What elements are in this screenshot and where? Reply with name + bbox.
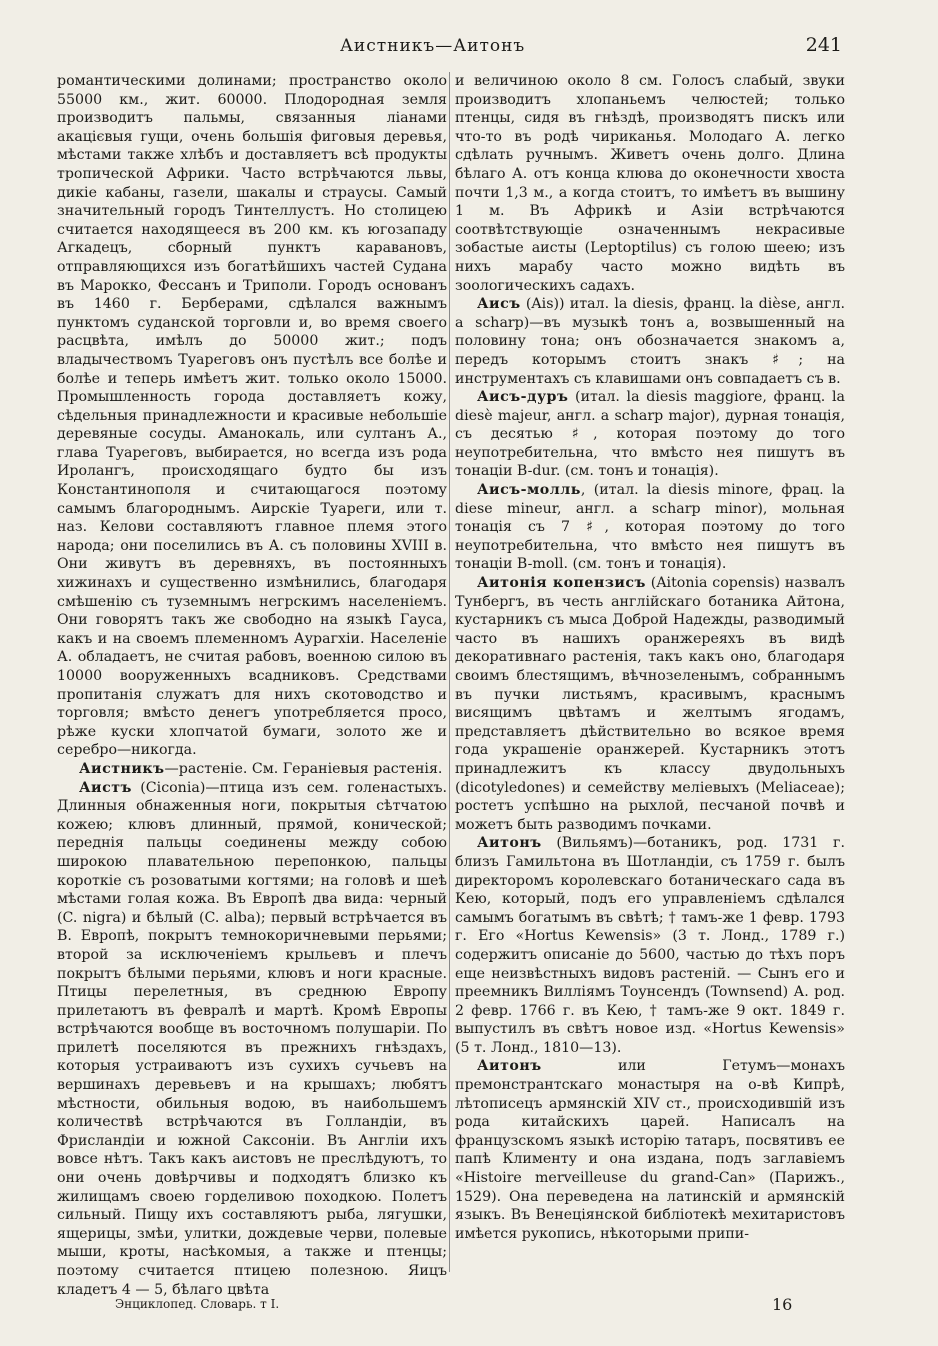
entry-ais-moll	[455, 481, 845, 574]
page-footer	[0, 1295, 938, 1319]
entry-aiton-william	[455, 834, 845, 1057]
headword: Аисъ	[477, 296, 521, 313]
headword: Аистникъ	[79, 760, 165, 777]
entry-text: , (итал. la diesis minore, фрац. la diese mineur, англ. a scharp minor), мольная тонація съ 7 ♯, которая поэтому до того неупотребительна, что вмѣсто нея пишутъ въ тонаціи B-moll. (см. тонъ и тонація).	[455, 482, 845, 573]
headword: Аистъ	[79, 779, 132, 796]
entry-text: —растеніе. См. Гераніевыя растенія.	[164, 760, 443, 777]
column-divider	[449, 72, 450, 1272]
paragraph-aist-continued: и величиною около 8 см. Голосъ слабый, звуки производитъ хлопаньемъ челюстей; только птенцы, сидя въ гнѣздѣ, производятъ пискъ или что-то въ родѣ чириканья. Молодаго А. легко сдѣлать ручнымъ. Живетъ очень долго. Длина бѣлаго А. отъ конца клюва до оконечности хвоста почти 1,3 м., а когда стоитъ, то имѣетъ въ вышину 1 м. Въ Африкѣ и Азіи встрѣчаются соотвѣтствующіе означеннымъ некрасивые зобастые аисты (Leptoptilus) съ голою шеею; изъ нихъ марабу часто можно видѣть въ зоологическихъ садахъ.	[455, 73, 845, 294]
paragraph-air-continued: романтическими долинами; пространство около 55000 км., жит. 60000. Плодородная земля производитъ пальмы, связанныя ліанами акацієвыя гущи, очень большія фиговыя деревья, мѣстами также хлѣбъ и доставляетъ всѣ продукты тропической Африки. Часто встрѣчаются львы, дикіе кабаны, газели, шакалы и страусы. Самый значительный городъ Тинтеллустъ. Но столицею считается находящееся въ 200 км. къ югозападу Агкадецъ, сборный пунктъ каравановъ, отправляющихся изъ богатѣйшихъ частей Судана въ Марокко, Фессанъ и Триполи. Городъ основанъ въ 1460 г. Берберами, сдѣлался важнымъ пунктомъ суданской торговли и, во время своего расцвѣта, имѣлъ до 50000 жит.; подъ владычествомъ Туареговъ онъ пустѣлъ все болѣе и болѣе и теперь имѣетъ жит. только около 15000. Промышленность города доставляетъ кожу, сѣдельныя принадлежности и красивые небольшіе деревяные сосуды. Аманокаль, или султанъ А., глава Туареговъ, выбирается, но всегда изъ рода Иролангъ, происходящаго будто бы изъ Константинополя и считающагося поэтому самымъ благороднымъ. Аирскіе Туареги, или т. наз. Келови составляютъ главное племя этого народа; они поселились въ А. съ половины XVIII в. Они живутъ въ деревняхъ, въ постоянныхъ хижинахъ и существенно измѣнились, благодаря смѣшенію съ туземнымъ негрскимъ населеніемъ. Они говорятъ такъ же свободно на языкѣ Гауса, какъ и на своемъ племенномъ Аурагхіи. Населеніе А. обладаетъ, не считая рабовъ, военною силою въ 10000 вооруженныхъ всадниковъ. Средствами пропитанія служатъ для нихъ скотоводство и торговля; вмѣсто денегъ употребляется просо, рѣже куски хлопчатой бумаги, золото же и серебро—никогда.	[57, 73, 447, 759]
running-head: Аистникъ—Аитонъ	[340, 36, 526, 56]
headword: Аитонъ	[477, 1058, 542, 1075]
entry-aistnik	[57, 760, 447, 779]
page-header	[0, 30, 938, 60]
headword: Аитонъ	[477, 835, 542, 852]
headword: Аитонія копензисъ	[477, 575, 646, 592]
headword: Аисъ-молль	[477, 482, 581, 499]
printer-signature: Энциклопед. Словарь. т I.	[115, 1297, 280, 1311]
entry-text: или Гетумъ—монахъ премонстрантскаго монастыря на о-вѣ Кипрѣ, лѣтописецъ армянскій XIV ст., происходившій изъ рода китайскихъ царей. Написалъ на французскомъ языкѣ исторію татаръ, посвятивъ ее папѣ Клименту и она издана, подъ заглавіемъ «Histoire merveilleuse du grand-Can» (Парижъ., 1529). Она переведена на латинскій и армянскій языкъ. Въ Венеціянской библіотекѣ мехитаристовъ имѣется рукопись, нѣкоторыми припи-	[455, 1058, 845, 1242]
entry-text: (Ciconia)—птица изъ сем. голенастыхъ. Длинныя обнаженныя ноги, покрытыя сѣтчатою кожею; клювъ длинный, прямой, конической; переднія пальцы соединены между собою широкою плавательною перепонкою, пальцы короткіе съ розоватыми когтями; на головѣ и шеѣ мѣстами голая кожа. Въ Европѣ два вида: черный (C. nigra) и бѣлый (C. alba); первый встрѣчается въ В. Европѣ, покрытъ темнокоричневыми перьями; второй за исключеніемъ крыльевъ и плечъ покрытъ бѣлыми перьями, клювъ и ноги красные. Птицы перелетныя, въ среднюю Европу прилетаютъ въ февралѣ и мартѣ. Кромѣ Европы встрѣчаются вообще въ восточномъ полушаріи. По прилетѣ поселяются въ прежнихъ гнѣздахъ, которыя устраиваютъ изъ сухихъ сучьевъ на вершинахъ деревьевъ и на крышахъ; любятъ мѣстности, обильныя водою, въ наибольшемъ количествѣ встрѣчаются въ Голландіи, въ Фрисландіи и южной Саксоніи. Въ Англіи ихъ вовсе нѣтъ. Такъ какъ аистовъ не преслѣдуютъ, то они очень довѣрчивы и подходятъ близко къ жилищамъ своею горделивою походкою. Полетъ сильный. Пищу ихъ составляютъ рыба, лягушки, ящерицы, змѣи, улитки, дождевые черви, полевые мыши, кроты, насѣкомыя, а также и птенцы; поэтому считается птицею полезною. Яицъ кладетъ 4 — 5, бѣлаго цвѣта	[57, 779, 447, 1298]
entry-ais-dur	[455, 388, 845, 481]
entry-aiton-getum	[455, 1057, 845, 1243]
left-column	[57, 72, 447, 1299]
entry-text: (итал. la diesis maggiore, франц. la diesè majeur, англ. a scharp major), дурная тонація, съ десятью ♯, которая поэтому до того неупотребительна, что вмѣсто нея пишутъ въ тонаціи B-dur. (см. тонъ и тонація).	[455, 389, 845, 480]
entry-ais	[455, 295, 845, 388]
entry-aist	[57, 779, 447, 1300]
sheet-number: 16	[772, 1295, 793, 1314]
page-number: 241	[805, 34, 842, 56]
entry-aitonia	[455, 574, 845, 834]
entry-text: (Aitonia copensis) назвалъ Тунбергъ, въ честь англійскаго ботаника Айтона, кустарникъ съ мыса Доброй Надежды, разводимый часто въ нашихъ оранжереяхъ въ видѣ декоративнаго растенія, такъ какъ оно, благодаря своимъ блестящимъ, вѣчнозеленымъ, собраннымъ въ пучки листьямъ, красивымъ, краснымъ висящимъ цвѣтамъ и желтымъ ягодамъ, представляетъ дѣйствительно во всякое время года украшеніе оранжерей. Кустарникъ этотъ принадлежитъ къ классу двудольныхъ (dicotyledones) и семейству меліевыхъ (Meliaceae); ростетъ успѣшно на рыхлой, песчаной почвѣ и можетъ быть разводимъ почками.	[455, 575, 845, 833]
entry-text: (Вильямъ)—ботаникъ, род. 1731 г. близъ Гамильтона въ Шотландіи, съ 1759 г. былъ директоромъ королевскаго ботаническаго сада въ Кею, который, подъ его управленіемъ сдѣлался самымъ богатымъ въ свѣтѣ; † тамъ-же 1 февр. 1793 г. Его «Hortus Kewensis» (3 т. Лонд., 1789 г.) содержитъ описаніе до 5600, частью до тѣхъ поръ еще неизвѣстныхъ видовъ растеній. — Сынъ его и преемникъ Вилліямъ Тоунсендъ (Townsend) А. род. 2 февр. 1766 г. въ Кею, † тамъ-же 9 окт. 1849 г. выпустилъ въ свѣтъ новое изд. «Hortus Kewensis» (5 т. Лонд., 1810—13).	[455, 835, 845, 1056]
headword: Аисъ-дуръ	[477, 389, 569, 406]
entry-text: (Ais)) итал. la diesis, франц. la dièse, англ. a scharp)—въ музыкѣ тонъ а, возвышенный на половину тона; онъ обозначается знакомъ а, передъ которымъ стоитъ знакъ ♯; на инструментахъ съ клавишами онъ совпадаетъ съ в.	[455, 296, 846, 387]
right-column	[455, 72, 845, 1243]
